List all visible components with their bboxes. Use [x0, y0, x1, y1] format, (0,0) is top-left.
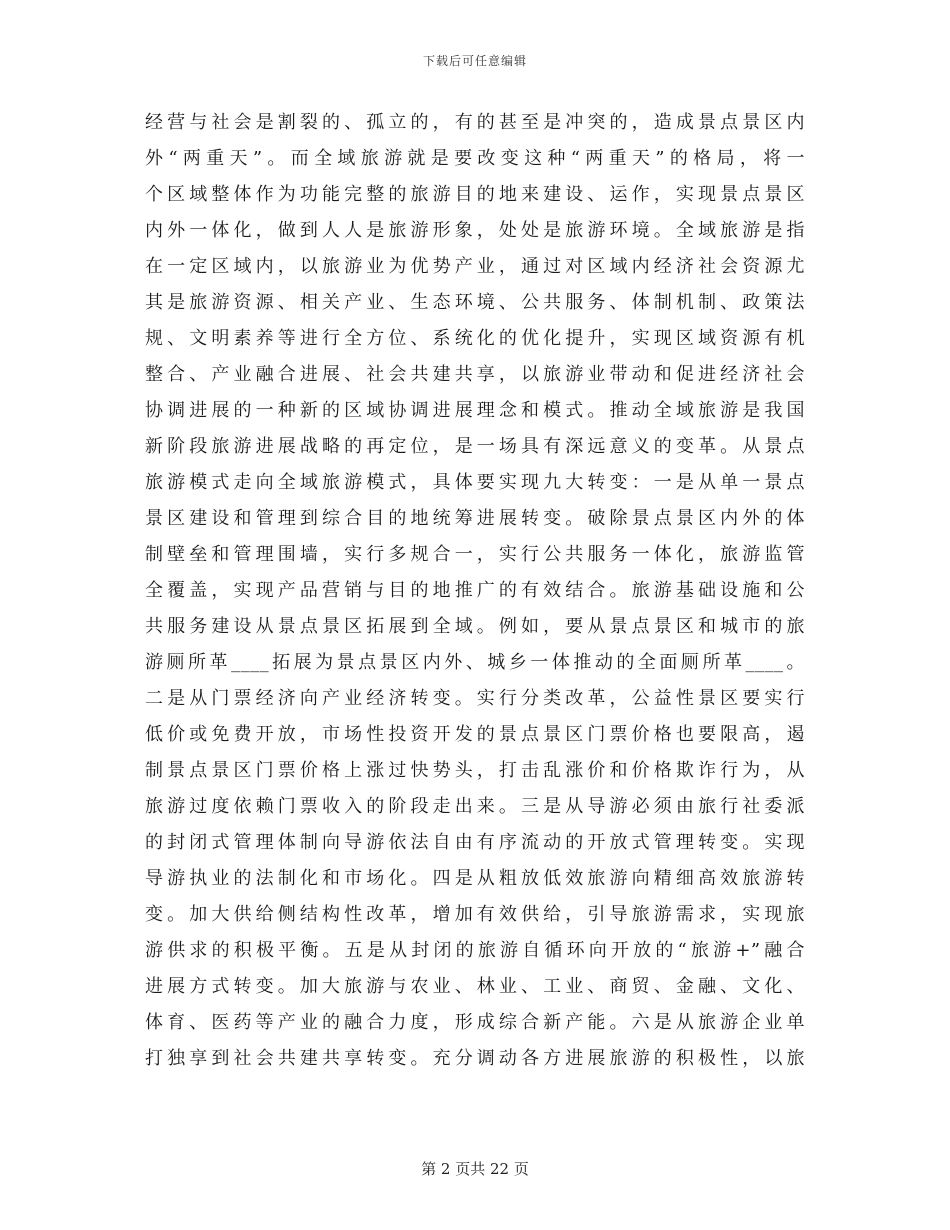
text-line: 体育、医药等产业的融合力度，形成综合新产能。六是从旅游企业单	[145, 1012, 805, 1033]
text-line: 游供求的积极平衡。五是从封闭的旅游自循环向开放的“旅游+”融合	[145, 940, 805, 961]
text-line: 打独享到社会共建共享转变。充分调动各方进展旅游的积极性，以旅	[145, 1048, 805, 1069]
text-line: 的封闭式管理体制向导游依法自由有序流动的开放式管理转变。实现	[145, 832, 805, 853]
text-line: 游厕所革____拓展为景点景区内外、城乡一体推动的全面厕所革____。	[145, 652, 805, 673]
text-line: 新阶段旅游进展战略的再定位，是一场具有深远意义的变革。从景点	[145, 436, 805, 457]
text-line: 进展方式转变。加大旅游与农业、林业、工业、商贸、金融、文化、	[145, 976, 805, 997]
text-line: 规、文明素养等进行全方位、系统化的优化提升，实现区域资源有机	[145, 328, 805, 349]
text-line: 外“两重天”。而全域旅游就是要改变这种“两重天”的格局，将一	[145, 148, 805, 169]
page-number-footer: 第 2 页共 22 页	[421, 1160, 529, 1178]
text-line: 旅游过度依赖门票收入的阶段走出来。三是从导游必须由旅行社委派	[145, 796, 805, 817]
text-line: 二是从门票经济向产业经济转变。实行分类改革，公益性景区要实行	[145, 688, 805, 709]
text-line: 协调进展的一种新的区域协调进展理念和模式。推动全域旅游是我国	[145, 400, 805, 421]
text-line: 共服务建设从景点景区拓展到全域。例如，要从景点景区和城市的旅	[145, 616, 805, 637]
text-line: 制壁垒和管理围墙，实行多规合一，实行公共服务一体化，旅游监管	[145, 544, 805, 565]
text-line: 内外一体化，做到人人是旅游形象，处处是旅游环境。全域旅游是指	[145, 220, 805, 241]
document-body	[145, 105, 805, 1077]
text-line: 全覆盖，实现产品营销与目的地推广的有效结合。旅游基础设施和公	[145, 580, 805, 601]
text-line: 个区域整体作为功能完整的旅游目的地来建设、运作，实现景点景区	[145, 184, 805, 205]
page-header: 下载后可任意编辑	[422, 54, 527, 68]
text-line: 旅游模式走向全域旅游模式，具体要实现九大转变：一是从单一景点	[145, 472, 805, 493]
text-line: 其是旅游资源、相关产业、生态环境、公共服务、体制机制、政策法	[145, 292, 805, 313]
text-line: 导游执业的法制化和市场化。四是从粗放低效旅游向精细高效旅游转	[145, 868, 805, 889]
text-line: 整合、产业融合进展、社会共建共享，以旅游业带动和促进经济社会	[145, 364, 805, 385]
text-line: 低价或免费开放，市场性投资开发的景点景区门票价格也要限高，遏	[145, 724, 805, 745]
text-line: 在一定区域内，以旅游业为优势产业，通过对区域内经济社会资源尤	[145, 256, 805, 277]
text-line: 制景点景区门票价格上涨过快势头，打击乱涨价和价格欺诈行为，从	[145, 760, 805, 781]
text-line: 景区建设和管理到综合目的地统筹进展转变。破除景点景区内外的体	[145, 508, 805, 529]
text-line: 经营与社会是割裂的、孤立的，有的甚至是冲突的，造成景点景区内	[145, 112, 805, 133]
text-line: 变。加大供给侧结构性改革，增加有效供给，引导旅游需求，实现旅	[145, 904, 805, 925]
